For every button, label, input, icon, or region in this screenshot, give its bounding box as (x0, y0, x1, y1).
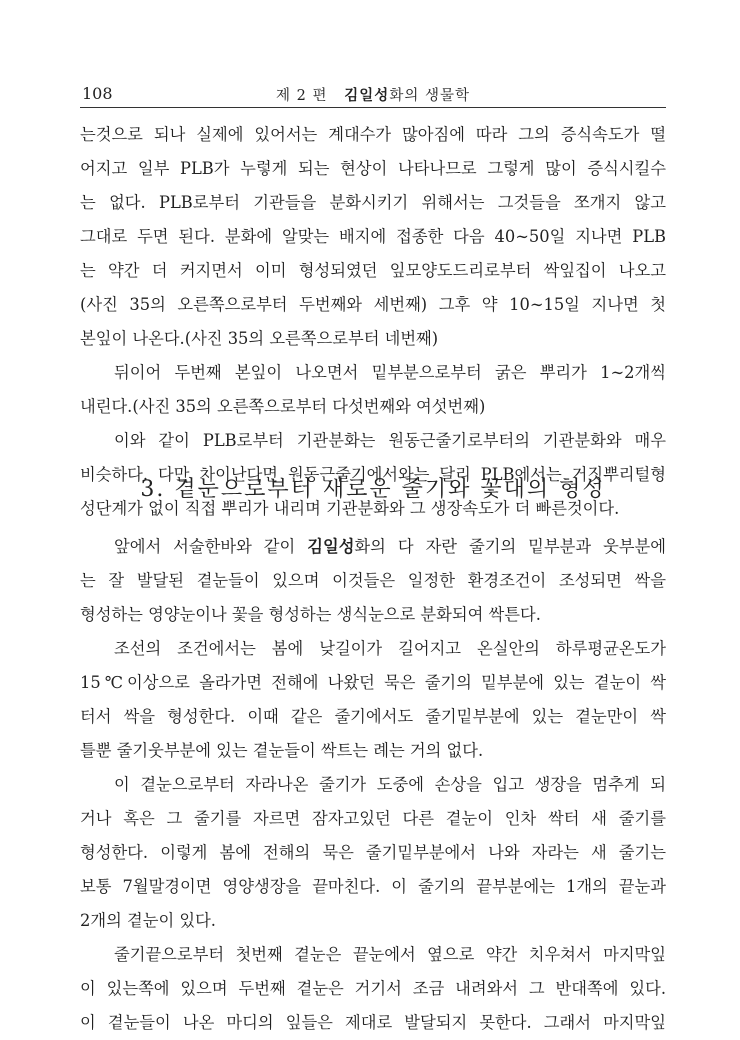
text-line: 성단계가 없이 직접 뿌리가 내리며 기관분화와 그 생장속도가 더 빠른것이다. (80, 499, 620, 518)
text-line: 내린다.(사진 35의 오른쪽으로부터 다섯번째와 여섯번째) (80, 397, 486, 416)
text-line: 터서 싹을 형성한다. 이때 같은 줄기에서도 줄기밑부분에 있는 곁눈만이 싹 (80, 707, 666, 726)
text-line: 15℃이상으로 올라가면 전해에 나왔던 묵은 줄기의 밑부분에 있는 곁눈이 싹 (80, 673, 666, 692)
text-line: 뒤이어 두번째 본잎이 나오면서 밑부분으로부터 굵은 뿌리가 1∼2개씩 (114, 363, 666, 382)
text-line: 형성한다. 이렇게 봄에 전해의 묵은 줄기밑부분에서 나와 자라는 새 줄기는 (80, 843, 666, 862)
flower-name-inline: 김일성 (307, 537, 355, 556)
text-line: 2개의 곁눈이 있다. (80, 911, 216, 930)
text-line: 그대로 두면 된다. 분화에 알맞는 배지에 접종한 다음 40∼50일 지나면 PLB (80, 227, 666, 246)
text-line (80, 530, 666, 564)
lead-prefix: 앞에서 서술한바와 같이 (114, 537, 308, 556)
text-line: 는것으로 되나 실제에 있어서는 계대수가 많아짐에 따라 그의 증식속도가 떨 (80, 125, 666, 144)
text-line: 조선의 조건에서는 봄에 낮길이가 길어지고 온실안의 하루평균온도가 (114, 639, 666, 658)
running-title (80, 84, 666, 105)
header-rule (80, 107, 666, 108)
text-line: (사진 35의 오른쪽으로부터 두번째와 세번째) 그후 약 10∼15일 지나면 첫 (80, 295, 666, 314)
text-line: 본잎이 나온다.(사진 35의 오른쪽으로부터 네번째) (80, 329, 439, 348)
text-block-2 (80, 530, 666, 1040)
lead-suffix: 화의 다 자란 줄기의 밑부분과 웃부분에 (354, 537, 666, 556)
text-line: 어지고 일부 PLB가 누렇게 되는 현상이 나타나므로 그렇게 많이 증식시킬수 (80, 159, 666, 178)
text-line: 틀뿐 줄기웃부분에 있는 곁눈들이 싹트는 례는 거의 없다. (80, 741, 484, 760)
text-line: 형성하는 영양눈이나 꽃을 형성하는 생식눈으로 분화되여 싹튼다. (80, 605, 541, 624)
text-line: 이 곁눈으로부터 자라나온 줄기가 도중에 손상을 입고 생장을 멈추게 되 (114, 775, 666, 794)
text-line: 거나 혹은 그 줄기를 자르면 잠자고있던 다른 곁눈이 인차 싹터 새 줄기를 (80, 809, 666, 828)
text-line: 는 잘 발달된 곁눈들이 있으며 이것들은 일정한 환경조건이 조성되면 싹을 (80, 571, 666, 590)
text-line: 보통 7월말경이면 영양생장을 끝마친다. 이 줄기의 끝부분에는 1개의 끝눈과 (80, 877, 666, 896)
text-line: 이 곁눈들이 나온 마디의 잎들은 제대로 발달되지 못한다. 그래서 마지막잎 (80, 1013, 666, 1032)
page-header (80, 82, 666, 106)
section-heading: 3. 곁눈으로부터 새로운 줄기와 꽃대의 형성 (140, 477, 606, 502)
text-line: 비슷하다. 다만 차이난다면 원동근줄기에서와는 달리 PLB에서는 거짓뿌리털형 (80, 465, 666, 484)
page-number: 108 (82, 84, 113, 103)
text-line: 이와 같이 PLB로부터 기관분화는 원동근줄기로부터의 기관분화와 매우 (114, 431, 666, 450)
text-line: 줄기끝으로부터 첫번째 곁눈은 끝눈에서 옆으로 약간 치우쳐서 마지막잎 (114, 945, 666, 964)
text-line: 이 있는쪽에 있으며 두번째 곁눈은 거기서 조금 내려와서 그 반대쪽에 있다. (80, 979, 666, 998)
text-line: 는 없다. PLB로부터 기관들을 분화시키기 위해서는 그것들을 쪼개지 않고 (80, 193, 666, 212)
title-rest: 화의 생물학 (389, 88, 470, 104)
part-label: 제 2 편 (276, 88, 328, 104)
text-block-1 (80, 118, 666, 526)
flower-name: 김일성 (344, 87, 390, 104)
text-line: 는 약간 더 커지면서 이미 형성되였던 잎모양도드리로부터 싹잎집이 나오고 (80, 261, 666, 280)
